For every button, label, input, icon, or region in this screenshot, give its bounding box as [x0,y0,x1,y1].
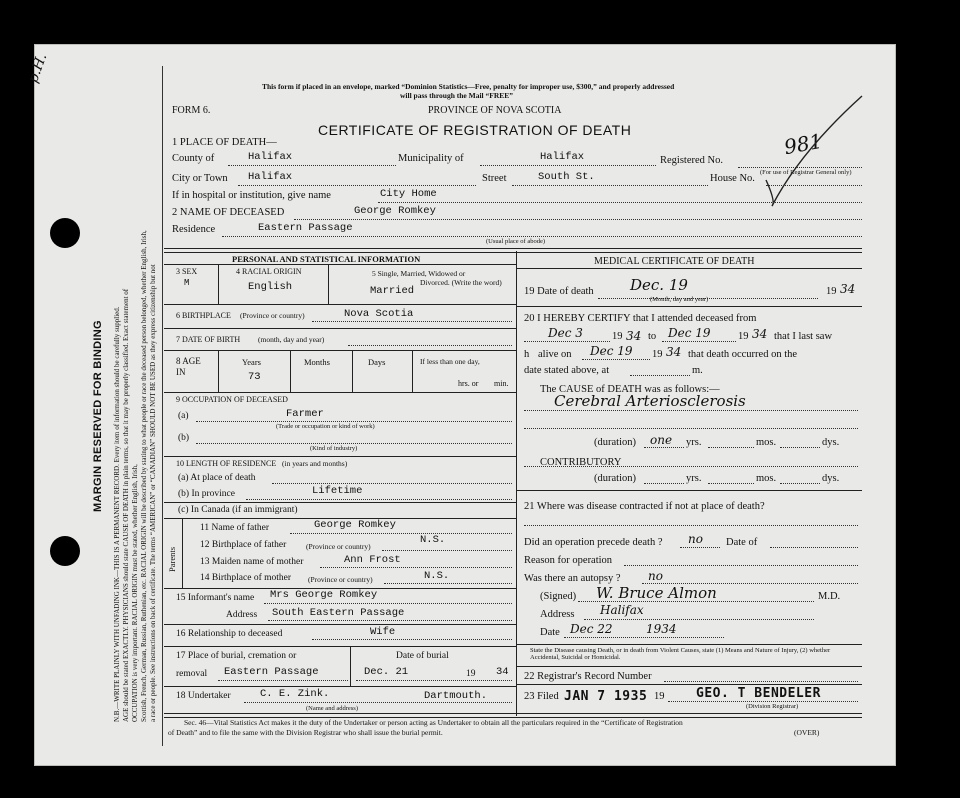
burial-date-value: Dec. 21 [364,666,409,678]
years-label: Years [242,357,261,367]
marital-label-1: 5 Single, Married, Widowed or [372,269,466,278]
alive-year: 34 [666,345,682,359]
margin-rule [162,66,163,746]
racial-label: 4 RACIAL ORIGIN [236,267,302,276]
birthplace-value: Nova Scotia [344,308,414,320]
sex-label: 3 SEX [176,267,198,276]
residence-length-note: (in years and months) [282,459,348,468]
residence-note: (Usual place of abode) [486,238,546,245]
street-value: South St. [538,171,595,183]
burial-year-prefix: 19 [466,669,476,679]
marital-label-2: Divorced. (Write the word) [420,278,502,287]
attended-from-19: 19 [612,331,623,342]
deceased-name-value: George Romkey [354,205,436,217]
signed-label: (Signed) [540,591,577,602]
binding-hole-bottom [50,536,80,566]
filed-stamp: JAN 7 1935 [564,689,648,704]
industry-note: (Kind of industry) [310,445,358,452]
death-year-value: 34 [840,282,856,296]
alive-19: 19 [652,349,663,360]
form-number: FORM 6. [172,105,211,116]
occupation-label: 9 OCCUPATION OF DECEASED [176,395,288,404]
county-value: Halifax [248,151,293,163]
dys-label: dys. [822,437,840,448]
father-birth-note: (Province or country) [306,542,371,551]
hospital-label: If in hospital or institution, give name [172,190,331,201]
page-title: CERTIFICATE OF REGISTRATION OF DEATH [318,122,632,138]
occupation-value: Farmer [286,408,324,420]
reason-label: Reason for operation [524,555,613,566]
mother-birth-label: 14 Birthplace of mother [200,573,292,583]
residence-length-label: 10 LENGTH OF RESIDENCE [176,459,277,468]
at-place-label: (a) At place of death [178,473,256,483]
personal-heading: PERSONAL AND STATISTICAL INFORMATION [232,254,421,264]
hrs-label: hrs. or [458,379,479,388]
signed-year-value: 1934 [646,622,677,636]
hospital-value: City Home [380,188,437,200]
q21-label: 21 Where was disease contracted if not at place of death? [524,501,765,512]
h-label: h [524,349,530,360]
attended-from-date: Dec 3 [548,326,583,340]
yrs2-label: yrs. [686,473,702,484]
attended-to-year: 34 [752,327,768,341]
death-year-prefix: 19 [826,286,837,297]
duration2-label: (duration) [594,473,636,484]
undertaker-label: 18 Undertaker [176,691,231,701]
municipality-label: Municipality of [398,153,464,164]
medical-heading: MEDICAL CERTIFICATE OF DEATH [594,256,755,267]
relationship-label: 16 Relationship to deceased [176,629,283,639]
certify-label: 20 I HEREBY CERTIFY that I attended deceased from [524,313,757,324]
dob-label: 7 DATE OF BIRTH [176,335,241,344]
side-note-line-3: OCCUPATION is very important. RACIAL ORIGIN must be stated, whether English, Irish, [131,464,139,722]
informant-address-label: Address [226,610,258,620]
margin-note: MARGIN RESERVED FOR BINDING [92,320,104,512]
cause-label: The CAUSE of DEATH was as follows:— [540,384,720,395]
registrar-number-label: 22 Registrar's Record Number [524,671,652,682]
undertaker-value: C. E. Zink. [260,688,330,700]
alive-date: Dec 19 [590,344,633,358]
burial-date-label: Date of burial [396,651,449,661]
physician-address-label: Address [540,609,575,620]
physician-signature: W. Bruce Almon [596,584,717,602]
md-label: M.D. [818,591,841,602]
less-than-day-label: If less than one day, [420,357,480,366]
mos2-label: mos. [756,473,777,484]
birthplace-label: 6 BIRTHPLACE [176,311,231,320]
attended-to-date: Dec 19 [668,326,711,340]
division-registrar-note: (Division Registrar) [746,703,799,710]
side-note-line-1: N.B.—WRITE PLAINLY WITH UNFADING INK—THIS IS A PERMANENT RECORD. Every item of information should be carefully supplied. [113,306,121,722]
mother-birth-note: (Province or country) [308,575,373,584]
in-province-value: Lifetime [312,485,363,497]
father-birth-value: N.S. [420,534,446,546]
filed-label: 23 Filed [524,691,559,702]
m-label: m. [692,365,703,376]
relationship-value: Wife [370,626,396,638]
corner-mark: p.H. [25,51,51,86]
county-label: County of [172,153,215,164]
mos-label: mos. [756,437,777,448]
registered-number: 981 [782,128,824,160]
binding-hole-top [50,218,80,248]
top-note-1: This form if placed in an envelope, marked “Dominion Statistics—Free, penalty for improper use, $300,” and properly addressed [262,82,675,91]
city-value: Halifax [248,171,293,183]
years-value: 73 [248,371,261,383]
undertaker-note: (Name and address) [306,705,358,712]
city-label: City or Town [172,173,228,184]
autopsy-value: no [648,569,663,583]
occupation-a-label: (a) [178,411,189,421]
deceased-name-label: 2 NAME OF DECEASED [172,207,285,218]
last-saw-label: that I last saw [774,331,833,342]
yrs-label: yrs. [686,437,702,448]
physician-address-value: Halifax [600,603,644,617]
age-label: 8 AGE IN [176,356,201,378]
attended-to-19: 19 [738,331,749,342]
min-label: min. [494,379,509,388]
duration-label: (duration) [594,437,636,448]
footer-line-1: Sec. 46—Vital Statistics Act makes it the duty of the Undertaker or person acting as Undertaker to obtain all the particulars required in the “Certificate of Registration [184,718,683,727]
death-occurred-label: that death occurred on the [688,349,798,360]
contributory-label: CONTRIBUTORY [540,457,622,468]
operation-label: Did an operation precede death ? [524,537,663,548]
occupation-b-label: (b) [178,433,190,443]
in-province-label: (b) In province [178,489,235,499]
birthplace-note: (Province or country) [240,311,305,320]
signed-date-label: Date [540,627,560,638]
operation-value: no [688,532,703,546]
father-label: 11 Name of father [200,523,270,533]
alive-label: alive on [538,349,572,360]
residence-label: Residence [172,224,216,235]
parents-label: Parents [167,546,177,572]
death-date-label: 19 Date of death [524,286,594,297]
duration-value: one [650,433,673,447]
burial-label-1: 17 Place of burial, cremation or [176,651,297,661]
violent-causes-note: State the Disease causing Death, or in death from Violent Causes, state (1) Means and Nature of Injury, (2) whether Accidental, Suicidal or Homicidal. [530,647,831,662]
dob-note: (month, day and year) [258,335,325,344]
months-label: Months [304,357,330,367]
to-label: to [648,331,657,342]
registered-label: Registered No. [660,155,723,166]
residence-value: Eastern Passage [258,222,353,234]
footer-over: (OVER) [794,728,820,737]
death-date-value: Dec. 19 [630,276,688,294]
undertaker-place: Dartmouth. [424,690,488,702]
top-note-2: will pass through the Mail “FREE” [400,91,514,100]
house-label: House No. [710,173,755,184]
side-note-line-4: Scottish, French, German, Russian, Ruthenian, etc. RACIAL ORIGIN will be described by stating to what people or race the deceased person belonged, whether English, Irish, [140,230,148,722]
cause-value: Cerebral Arteriosclerosis [554,392,746,410]
date-of-label: Date of [726,537,758,548]
informant-label: 15 Informant's name [176,593,255,603]
mother-label: 13 Maiden name of mother [200,557,304,567]
marital-value: Married [370,285,415,297]
father-birth-label: 12 Birthplace of father [200,540,287,550]
footer-line-2: of Death” and to file the same with the Division Registrar who shall issue the burial permit. [168,728,443,737]
burial-place-value: Eastern Passage [224,666,319,678]
place-of-death-heading: 1 PLACE OF DEATH— [172,137,277,148]
street-label: Street [482,173,507,184]
autopsy-label: Was there an autopsy ? [524,573,621,584]
burial-label-2: removal [176,669,208,679]
province-heading: PROVINCE OF NOVA SCOTIA [428,105,562,116]
mother-birth-value: N.S. [424,570,450,582]
attended-from-year: 34 [626,329,642,343]
signed-date-value: Dec 22 [570,622,613,636]
mother-value: Ann Frost [344,554,401,566]
days-label: Days [368,357,386,367]
side-note-line-2: AGE should be stated EXACTLY. PHYSICIANS should state CAUSE OF DEATH in plain terms, so that it may be properly classified. Exact statement of [122,288,130,722]
racial-value: English [248,281,293,293]
burial-year-value: 34 [496,666,509,678]
date-stated-label: date stated above, at [524,365,610,376]
death-date-note: (Month, day and year) [650,296,709,303]
father-value: George Romkey [314,519,396,531]
registrar-stamp: GEO. T BENDELER [696,686,821,701]
sex-value: M [184,278,190,288]
registered-note: (For use of Registrar General only) [760,169,852,176]
side-note-line-5: a race or people. See instructions on back of certificate. The terms “AMERICAN” or “CANADIAN” SHOULD NOT BE USED as they express citizenship but not [149,264,157,722]
occupation-note: (Trade or occupation or kind of work) [276,423,375,430]
check-mark [760,92,870,212]
filed-19: 19 [654,691,665,702]
informant-value: Mrs George Romkey [270,589,378,601]
dys2-label: dys. [822,473,840,484]
in-canada-label: (c) In Canada (if an immigrant) [178,505,298,515]
municipality-value: Halifax [540,151,585,163]
informant-address-value: South Eastern Passage [272,607,405,619]
